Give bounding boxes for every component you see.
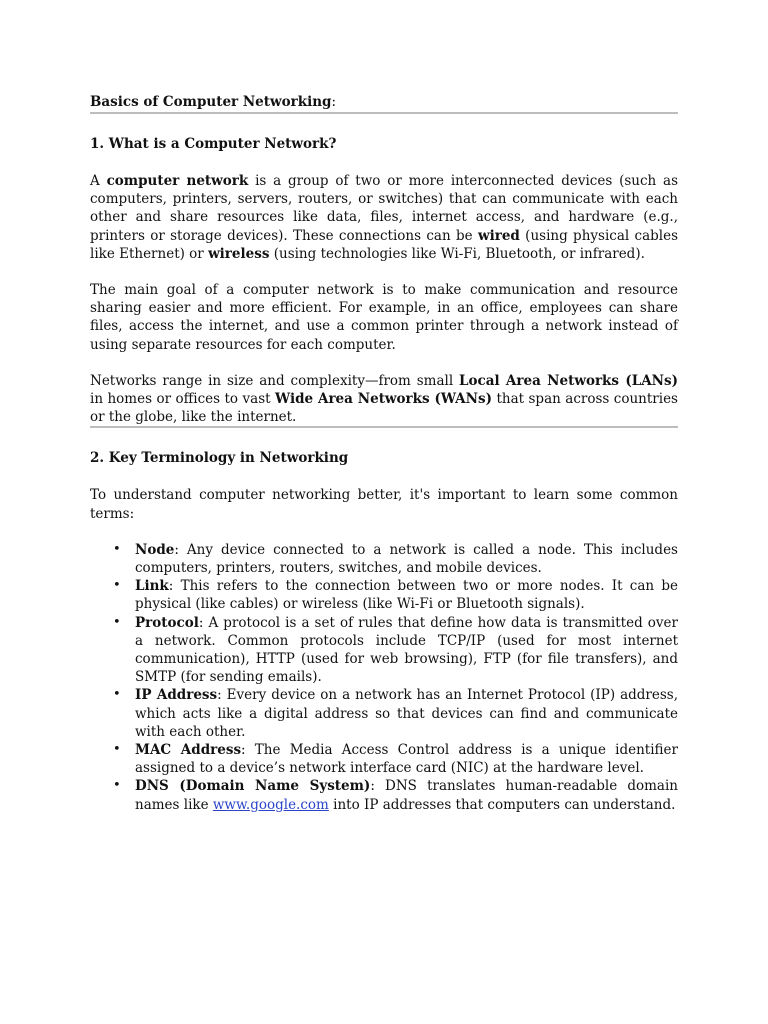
- list-item-link: [113, 577, 678, 613]
- section-divider: [90, 112, 678, 114]
- document-title-colon: :: [331, 94, 337, 110]
- list-item-text: : Every device on a network has an Internet Protocol (IP) address, which acts like a digital address so that devices can find and communicate with each other.: [135, 687, 678, 740]
- bullet-icon: •: [113, 578, 121, 594]
- section-1-paragraph-3: [90, 372, 678, 427]
- list-item-text: : The Media Access Control address is a unique identifier assigned to a device’s network interface card (NIC) at the hardware level.: [135, 742, 678, 777]
- list-item-text: : DNS translates human-readable domain names like: [135, 778, 678, 813]
- list-item-mac-address: [113, 741, 678, 777]
- text-run: is a group of two or more interconnected devices (such as computers, printers, servers, routers, or switches) that can communicate with each other and share resources like data, files, internet access, and hardware (e.g., printers or storage devices). These connections can be: [90, 173, 679, 244]
- bold-term: wired: [477, 227, 520, 244]
- list-item-text: : Any device connected to a network is called a node. This includes computers, printers, routers, switches, and mobile devices.: [135, 541, 678, 577]
- list-item-text: : This refers to the connection between two or more nodes. It can be physical (like cables) or wireless (like Wi-Fi or Bluetooth signals).: [135, 578, 678, 613]
- list-item-text: into IP addresses that computers can understand.: [328, 796, 676, 813]
- list-item-term: IP Address: [135, 687, 218, 704]
- bold-term: Wide Area Networks (WANs): [275, 391, 492, 408]
- bold-term: computer network: [106, 173, 249, 189]
- bullet-icon: •: [113, 614, 121, 630]
- list-item-node: [113, 541, 678, 577]
- section-1-paragraph-2: The main goal of a computer network is to make communication and resource sharing easier and more efficient. For example, in an office, employees can share files, access the internet, and use a common printer through a network instead of using separate resources for each computer.: [90, 282, 678, 353]
- list-item-term: DNS (Domain Name System): [135, 778, 371, 795]
- list-item-text: : A protocol is a set of rules that define how data is transmitted over a network. Common protocols include TCP/IP (used for most internet communication), HTTP (used for web browsing), FTP (for file transfers), and SMTP (for sending emails).: [135, 614, 678, 686]
- list-item-term: Link: [135, 578, 169, 595]
- text-run: A: [90, 173, 107, 189]
- bold-term: Local Area Networks (LANs): [459, 372, 678, 389]
- list-item-term: Protocol: [135, 614, 199, 631]
- bold-term: wireless: [208, 245, 270, 262]
- google-link[interactable]: www.google.com: [212, 796, 329, 813]
- bullet-icon: •: [113, 687, 121, 703]
- document-title: [90, 92, 678, 112]
- section-divider: [90, 426, 678, 428]
- document-title-text: Basics of Computer Networking: [90, 94, 332, 110]
- section-2-heading: 2. Key Terminology in Networking: [90, 450, 349, 467]
- list-item-dns: [113, 777, 678, 813]
- list-item-ip-address: [113, 686, 678, 741]
- text-run: Networks range in size and complexity—from small: [90, 372, 460, 389]
- section-2-intro: To understand computer networking better, it's important to learn some common terms:: [90, 487, 678, 522]
- list-item-term: Node: [135, 541, 175, 558]
- text-run: (using physical cables like Ethernet) or: [90, 227, 678, 262]
- section-1-paragraph-1: [90, 172, 678, 263]
- text-run: that span across countries or the globe, like the internet.: [90, 391, 678, 426]
- terminology-list: [90, 541, 678, 814]
- bullet-icon: •: [113, 541, 121, 557]
- section-1-heading: 1. What is a Computer Network?: [90, 136, 337, 152]
- list-item-term: MAC Address: [135, 742, 242, 759]
- text-run: (using technologies like Wi-Fi, Bluetooth, or infrared).: [269, 245, 645, 262]
- bullet-icon: •: [113, 742, 121, 758]
- text-run: in homes or offices to vast: [90, 391, 276, 408]
- list-item-protocol: [113, 614, 678, 687]
- bullet-icon: •: [113, 778, 121, 794]
